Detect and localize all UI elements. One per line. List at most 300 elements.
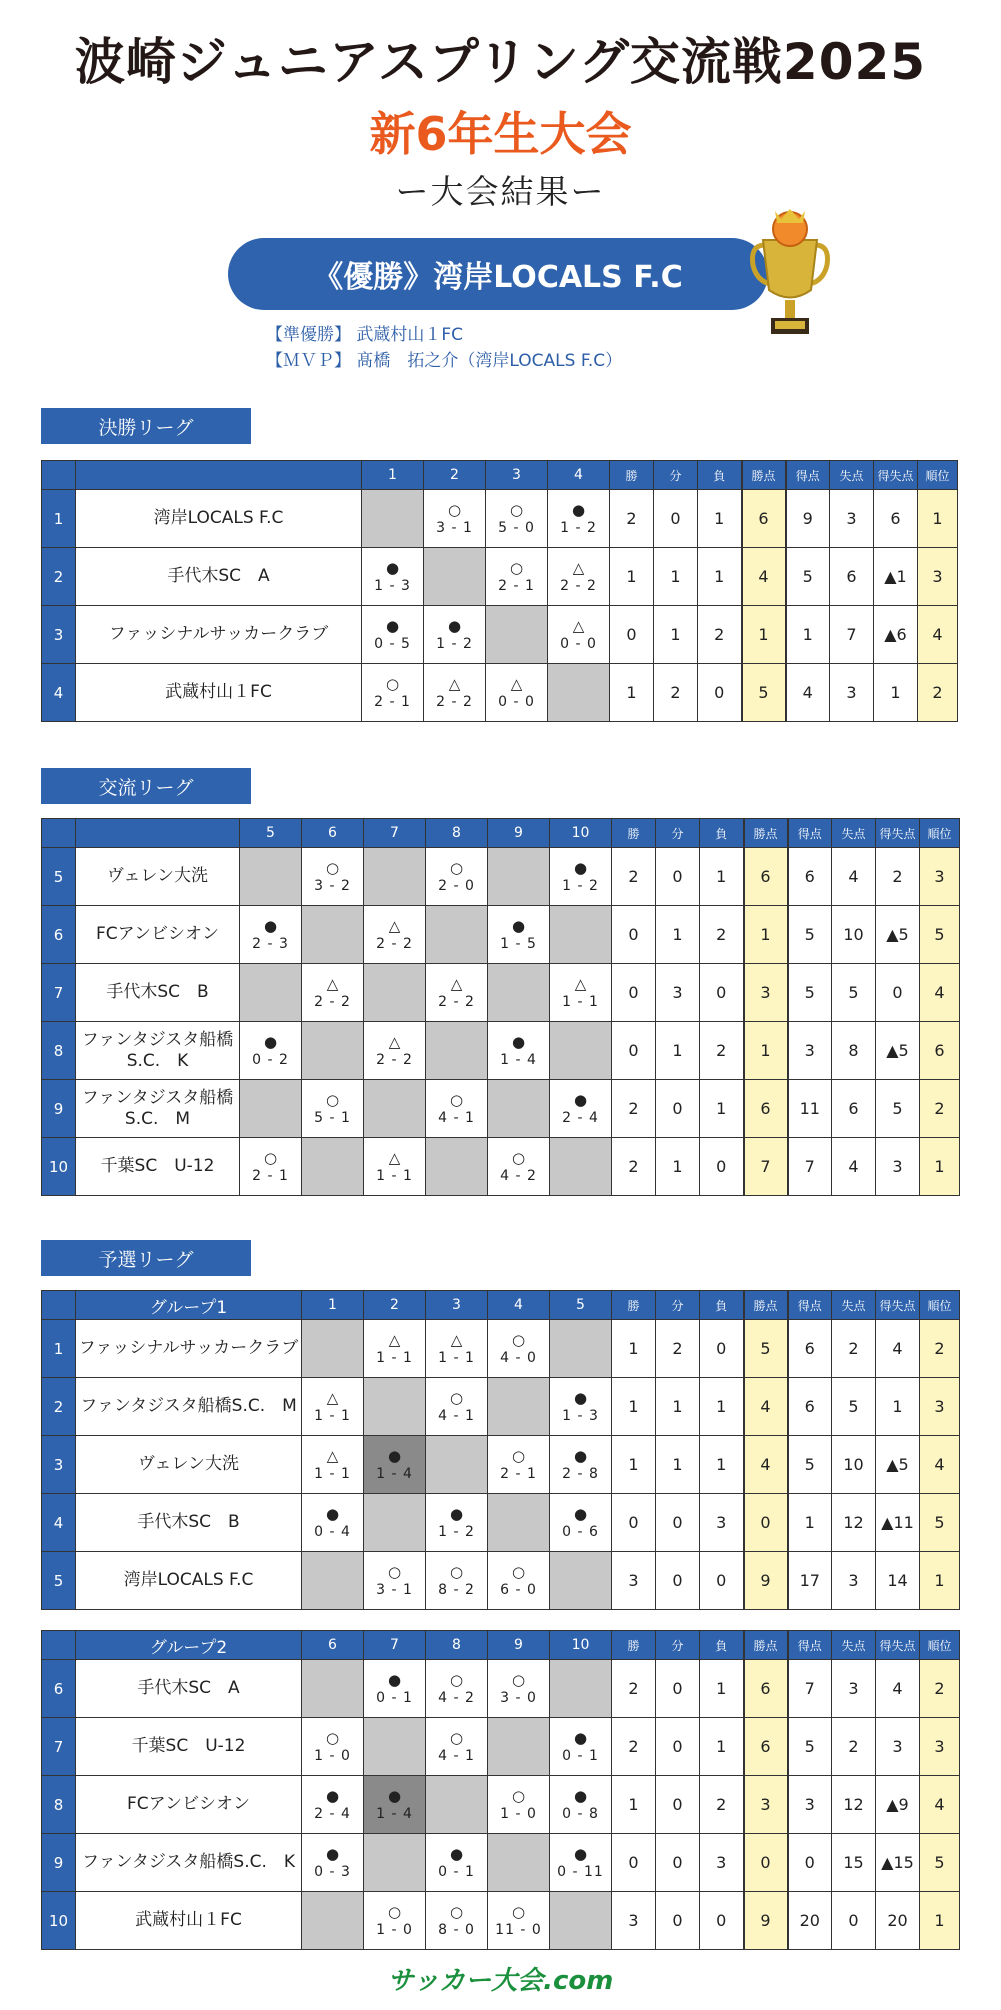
empty-cell xyxy=(550,906,612,964)
empty-cell xyxy=(362,490,424,548)
match-score: 0 - 11 xyxy=(557,1863,604,1880)
match-result xyxy=(486,664,548,722)
row-number: 3 xyxy=(42,1436,76,1494)
match-score: 2 - 1 xyxy=(500,1465,537,1482)
header-gf: 得点 xyxy=(788,819,832,848)
result-mark: ○ xyxy=(511,1148,526,1167)
match-score: 1 - 2 xyxy=(436,635,473,652)
points: 3 xyxy=(744,964,788,1022)
match-score: 1 - 1 xyxy=(314,1407,351,1424)
match-result xyxy=(486,490,548,548)
losses: 2 xyxy=(700,1022,744,1080)
exchange-league-table xyxy=(41,818,960,1196)
match-score: 2 - 1 xyxy=(498,577,535,594)
header-points: 勝点 xyxy=(744,1631,788,1660)
header-opponent: 4 xyxy=(548,461,610,490)
draws: 0 xyxy=(656,1552,700,1610)
wins: 1 xyxy=(612,1436,656,1494)
losses: 1 xyxy=(700,1660,744,1718)
site-logo: サッカー大会.com xyxy=(387,1966,614,1996)
result-mark: ● xyxy=(387,1446,402,1465)
team-name: 湾岸LOCALS F.C xyxy=(76,1552,302,1610)
team-name: ファッシナルサッカークラブ xyxy=(76,606,362,664)
team-name: 武蔵村山１FC xyxy=(76,664,362,722)
header-ga: 失点 xyxy=(832,1291,876,1320)
match-result xyxy=(302,848,364,906)
row-number: 9 xyxy=(42,1080,76,1138)
result-mark: ● xyxy=(573,1844,588,1863)
header-group: グループ1 xyxy=(76,1291,302,1320)
team-name: ファンタジスタ船橋S.C. K xyxy=(76,1834,302,1892)
goals-for: 3 xyxy=(788,1022,832,1080)
header-lose: 負 xyxy=(700,1631,744,1660)
header-ga: 失点 xyxy=(832,1631,876,1660)
goals-for: 5 xyxy=(788,1718,832,1776)
match-result xyxy=(488,1892,550,1950)
rank: 2 xyxy=(920,1660,960,1718)
losses: 0 xyxy=(700,1138,744,1196)
header-opponent: 8 xyxy=(426,819,488,848)
match-result xyxy=(364,1776,426,1834)
rank: 4 xyxy=(920,1436,960,1494)
losses: 1 xyxy=(700,1436,744,1494)
result-mark: ● xyxy=(449,1844,464,1863)
empty-cell xyxy=(550,1138,612,1196)
draws: 0 xyxy=(656,1494,700,1552)
losses: 0 xyxy=(700,1320,744,1378)
goals-for: 20 xyxy=(788,1892,832,1950)
goals-against: 5 xyxy=(832,1378,876,1436)
goal-difference: 2 xyxy=(876,848,920,906)
rank: 3 xyxy=(920,1378,960,1436)
rank: 1 xyxy=(918,490,958,548)
match-score: 0 - 1 xyxy=(376,1689,413,1706)
points: 5 xyxy=(744,1320,788,1378)
empty-cell xyxy=(302,1320,364,1378)
match-score: 2 - 2 xyxy=(376,1051,413,1068)
team-name: ヴェレン大洗 xyxy=(76,1436,302,1494)
rank: 3 xyxy=(920,848,960,906)
empty-cell xyxy=(488,964,550,1022)
match-result xyxy=(424,490,486,548)
match-score: 0 - 6 xyxy=(562,1523,599,1540)
match-result xyxy=(488,1436,550,1494)
empty-cell xyxy=(302,1138,364,1196)
match-score: 2 - 1 xyxy=(252,1167,289,1184)
losses: 1 xyxy=(700,848,744,906)
header-points: 勝点 xyxy=(742,461,786,490)
match-score: 2 - 8 xyxy=(562,1465,599,1482)
empty-cell xyxy=(364,848,426,906)
match-score: 5 - 0 xyxy=(498,519,535,536)
goals-against: 7 xyxy=(830,606,874,664)
result-mark: ○ xyxy=(325,858,340,877)
table-row xyxy=(42,1436,960,1494)
empty-cell xyxy=(240,848,302,906)
empty-cell xyxy=(364,1834,426,1892)
goals-for: 4 xyxy=(786,664,830,722)
losses: 0 xyxy=(700,964,744,1022)
header-points: 勝点 xyxy=(744,1291,788,1320)
table-row xyxy=(42,1378,960,1436)
header-opponent: 7 xyxy=(364,1631,426,1660)
result-mark: ● xyxy=(325,1844,340,1863)
row-number: 7 xyxy=(42,964,76,1022)
wins: 0 xyxy=(612,1494,656,1552)
draws: 1 xyxy=(654,606,698,664)
draws: 1 xyxy=(656,906,700,964)
row-number: 1 xyxy=(42,490,76,548)
result-mark: ○ xyxy=(447,500,462,519)
table-row xyxy=(42,490,958,548)
rank: 5 xyxy=(920,1494,960,1552)
team-name: ファッシナルサッカークラブ xyxy=(76,1320,302,1378)
header-opponent: 3 xyxy=(426,1291,488,1320)
empty-cell xyxy=(426,1022,488,1080)
match-result xyxy=(426,1080,488,1138)
match-score: 8 - 2 xyxy=(438,1581,475,1598)
team-name: 千葉SC U-12 xyxy=(76,1718,302,1776)
header-number xyxy=(42,1291,76,1320)
match-result xyxy=(364,1138,426,1196)
match-result xyxy=(550,964,612,1022)
empty-cell xyxy=(364,964,426,1022)
losses: 2 xyxy=(700,1776,744,1834)
match-score: 1 - 1 xyxy=(314,1465,351,1482)
draws: 1 xyxy=(656,1378,700,1436)
row-number: 6 xyxy=(42,1660,76,1718)
match-result xyxy=(364,906,426,964)
goals-against: 12 xyxy=(832,1776,876,1834)
header-win: 勝 xyxy=(612,1291,656,1320)
result-mark: ● xyxy=(449,1504,464,1523)
rank: 4 xyxy=(918,606,958,664)
result-mark: ● xyxy=(573,858,588,877)
wins: 0 xyxy=(612,906,656,964)
match-result xyxy=(302,964,364,1022)
points: 6 xyxy=(744,848,788,906)
table-row xyxy=(42,1138,960,1196)
wins: 2 xyxy=(612,848,656,906)
result-mark: ○ xyxy=(449,1902,464,1921)
result-mark: △ xyxy=(388,1148,401,1167)
header-opponent: 6 xyxy=(302,819,364,848)
team-name: FCアンビシオン xyxy=(76,906,240,964)
match-result xyxy=(548,548,610,606)
table-row xyxy=(42,1660,960,1718)
wins: 1 xyxy=(612,1378,656,1436)
header-opponent: 1 xyxy=(302,1291,364,1320)
match-result xyxy=(364,1552,426,1610)
goal-difference: 0 xyxy=(876,964,920,1022)
goals-against: 10 xyxy=(832,906,876,964)
losses: 1 xyxy=(700,1378,744,1436)
match-result xyxy=(426,964,488,1022)
result-mark: ○ xyxy=(449,1562,464,1581)
match-score: 1 - 0 xyxy=(314,1747,351,1764)
team-name: ファンタジスタ船橋S.C. K xyxy=(76,1022,240,1080)
losses: 0 xyxy=(700,1552,744,1610)
match-score: 2 - 4 xyxy=(562,1109,599,1126)
wins: 1 xyxy=(610,548,654,606)
result-mark: ○ xyxy=(511,1902,526,1921)
match-result xyxy=(426,1494,488,1552)
empty-cell xyxy=(550,1022,612,1080)
row-number: 5 xyxy=(42,1552,76,1610)
goal-difference: ▲9 xyxy=(876,1776,920,1834)
goals-against: 12 xyxy=(832,1494,876,1552)
wins: 3 xyxy=(612,1552,656,1610)
goals-against: 2 xyxy=(832,1718,876,1776)
result-mark: ○ xyxy=(511,1446,526,1465)
goals-for: 7 xyxy=(788,1660,832,1718)
table-row xyxy=(42,1080,960,1138)
points: 0 xyxy=(744,1494,788,1552)
goals-for: 5 xyxy=(786,548,830,606)
empty-cell xyxy=(426,1436,488,1494)
result-mark: ○ xyxy=(449,858,464,877)
result-mark: △ xyxy=(450,1330,463,1349)
match-result xyxy=(548,490,610,548)
match-result xyxy=(424,664,486,722)
empty-cell xyxy=(488,1378,550,1436)
match-result xyxy=(548,606,610,664)
header-ga: 失点 xyxy=(830,461,874,490)
match-result xyxy=(550,1436,612,1494)
row-number: 1 xyxy=(42,1320,76,1378)
rank: 3 xyxy=(920,1718,960,1776)
rank: 6 xyxy=(920,1022,960,1080)
result-mark: ○ xyxy=(511,1562,526,1581)
goals-for: 5 xyxy=(788,964,832,1022)
goal-difference: 20 xyxy=(876,1892,920,1950)
rank: 1 xyxy=(920,1892,960,1950)
match-score: 5 - 1 xyxy=(314,1109,351,1126)
goals-for: 6 xyxy=(788,848,832,906)
result-mark: ● xyxy=(263,1032,278,1051)
points: 3 xyxy=(744,1776,788,1834)
match-score: 3 - 2 xyxy=(314,877,351,894)
goals-for: 3 xyxy=(788,1776,832,1834)
rank: 2 xyxy=(920,1320,960,1378)
result-mark: △ xyxy=(572,616,585,635)
header-opponent: 5 xyxy=(240,819,302,848)
match-result xyxy=(364,1892,426,1950)
header-opponent: 2 xyxy=(364,1291,426,1320)
points: 1 xyxy=(742,606,786,664)
result-mark: ● xyxy=(325,1504,340,1523)
match-result xyxy=(364,1022,426,1080)
draws: 2 xyxy=(656,1320,700,1378)
match-score: 1 - 3 xyxy=(374,577,411,594)
match-result xyxy=(302,1378,364,1436)
match-score: 2 - 3 xyxy=(252,935,289,952)
rank: 2 xyxy=(918,664,958,722)
result-mark: ● xyxy=(573,1504,588,1523)
header-group xyxy=(76,461,362,490)
empty-cell xyxy=(364,1080,426,1138)
goals-for: 7 xyxy=(788,1138,832,1196)
points: 4 xyxy=(744,1378,788,1436)
goal-difference: 5 xyxy=(876,1080,920,1138)
goal-difference: 4 xyxy=(876,1660,920,1718)
result-mark: ● xyxy=(573,1728,588,1747)
match-score: 4 - 0 xyxy=(500,1349,537,1366)
header-opponent: 7 xyxy=(364,819,426,848)
row-number: 8 xyxy=(42,1022,76,1080)
header-opponent: 10 xyxy=(550,819,612,848)
match-result xyxy=(362,664,424,722)
match-result xyxy=(550,1080,612,1138)
wins: 2 xyxy=(612,1080,656,1138)
wins: 1 xyxy=(610,664,654,722)
match-score: 11 - 0 xyxy=(495,1921,542,1938)
wins: 2 xyxy=(612,1660,656,1718)
match-result xyxy=(550,848,612,906)
tournament-subtitle: 新6年生大会 xyxy=(369,107,632,161)
trophy-icon xyxy=(745,205,835,345)
result-mark: ○ xyxy=(449,1728,464,1747)
empty-cell xyxy=(426,906,488,964)
rank: 4 xyxy=(920,1776,960,1834)
header-group: グループ2 xyxy=(76,1631,302,1660)
match-score: 3 - 1 xyxy=(436,519,473,536)
empty-cell xyxy=(426,1776,488,1834)
match-score: 4 - 2 xyxy=(500,1167,537,1184)
empty-cell xyxy=(550,1552,612,1610)
row-number: 5 xyxy=(42,848,76,906)
result-mark: ● xyxy=(263,916,278,935)
result-mark: △ xyxy=(572,558,585,577)
match-score: 1 - 4 xyxy=(376,1805,413,1822)
match-result xyxy=(488,1660,550,1718)
result-mark: ○ xyxy=(449,1090,464,1109)
match-result xyxy=(488,1138,550,1196)
match-result xyxy=(426,1320,488,1378)
header-opponent: 5 xyxy=(550,1291,612,1320)
result-mark: ○ xyxy=(449,1388,464,1407)
exchange-league-heading: 交流リーグ xyxy=(41,768,251,804)
losses: 1 xyxy=(698,490,742,548)
goal-difference: 1 xyxy=(874,664,918,722)
match-score: 2 - 2 xyxy=(314,993,351,1010)
match-score: 1 - 2 xyxy=(560,519,597,536)
tournament-title: 波崎ジュニアスプリング交流戦2025 xyxy=(74,33,927,91)
header-lose: 負 xyxy=(700,819,744,848)
points: 6 xyxy=(744,1660,788,1718)
match-score: 0 - 5 xyxy=(374,635,411,652)
draws: 0 xyxy=(656,1080,700,1138)
header-gd: 得失点 xyxy=(876,1631,920,1660)
match-result xyxy=(364,1660,426,1718)
match-result xyxy=(488,1320,550,1378)
points: 1 xyxy=(744,906,788,964)
draws: 0 xyxy=(656,1718,700,1776)
result-mark: ● xyxy=(387,1786,402,1805)
goals-against: 3 xyxy=(832,1660,876,1718)
header-gd: 得失点 xyxy=(876,1291,920,1320)
wins: 0 xyxy=(612,1834,656,1892)
match-result xyxy=(488,1022,550,1080)
empty-cell xyxy=(302,1022,364,1080)
points: 4 xyxy=(744,1436,788,1494)
header-number xyxy=(42,461,76,490)
header-gf: 得点 xyxy=(788,1631,832,1660)
prelim-league-heading: 予選リーグ xyxy=(41,1240,251,1276)
row-number: 10 xyxy=(42,1892,76,1950)
prelim-group2-table xyxy=(41,1630,960,1950)
goal-difference: 4 xyxy=(876,1320,920,1378)
rank: 5 xyxy=(920,906,960,964)
result-mark: ● xyxy=(573,1446,588,1465)
final-league-table xyxy=(41,460,958,722)
points: 6 xyxy=(744,1080,788,1138)
goals-for: 5 xyxy=(788,906,832,964)
wins: 2 xyxy=(612,1718,656,1776)
goals-for: 6 xyxy=(788,1320,832,1378)
header-ga: 失点 xyxy=(832,819,876,848)
match-score: 2 - 0 xyxy=(438,877,475,894)
draws: 0 xyxy=(656,1834,700,1892)
wins: 2 xyxy=(610,490,654,548)
wins: 1 xyxy=(612,1776,656,1834)
goals-against: 4 xyxy=(832,848,876,906)
draws: 0 xyxy=(654,490,698,548)
row-number: 7 xyxy=(42,1718,76,1776)
header-win: 勝 xyxy=(610,461,654,490)
goal-difference: ▲6 xyxy=(874,606,918,664)
result-mark: △ xyxy=(326,1388,339,1407)
empty-cell xyxy=(302,906,364,964)
table-row xyxy=(42,848,960,906)
goals-for: 6 xyxy=(788,1378,832,1436)
row-number: 9 xyxy=(42,1834,76,1892)
match-score: 0 - 3 xyxy=(314,1863,351,1880)
draws: 3 xyxy=(656,964,700,1022)
match-result xyxy=(362,606,424,664)
empty-cell xyxy=(548,664,610,722)
wins: 0 xyxy=(612,964,656,1022)
match-score: 0 - 4 xyxy=(314,1523,351,1540)
header-lose: 負 xyxy=(700,1291,744,1320)
wins: 1 xyxy=(612,1320,656,1378)
match-result xyxy=(426,1718,488,1776)
rank: 2 xyxy=(920,1080,960,1138)
goals-for: 1 xyxy=(788,1494,832,1552)
final-league-heading: 決勝リーグ xyxy=(41,408,251,444)
match-result xyxy=(240,906,302,964)
goals-for: 11 xyxy=(788,1080,832,1138)
empty-cell xyxy=(302,1552,364,1610)
wins: 3 xyxy=(612,1892,656,1950)
team-name: 手代木SC B xyxy=(76,964,240,1022)
team-name: ヴェレン大洗 xyxy=(76,848,240,906)
result-mark: ○ xyxy=(387,1902,402,1921)
header-number xyxy=(42,819,76,848)
match-score: 1 - 5 xyxy=(500,935,537,952)
match-result xyxy=(302,1494,364,1552)
losses: 0 xyxy=(698,664,742,722)
match-score: 1 - 2 xyxy=(438,1523,475,1540)
result-mark: ● xyxy=(385,558,400,577)
table-row xyxy=(42,906,960,964)
match-score: 1 - 1 xyxy=(376,1349,413,1366)
result-mark: ● xyxy=(573,1388,588,1407)
match-result xyxy=(364,1436,426,1494)
header-opponent: 9 xyxy=(488,819,550,848)
result-mark: ● xyxy=(387,1670,402,1689)
points: 6 xyxy=(742,490,786,548)
